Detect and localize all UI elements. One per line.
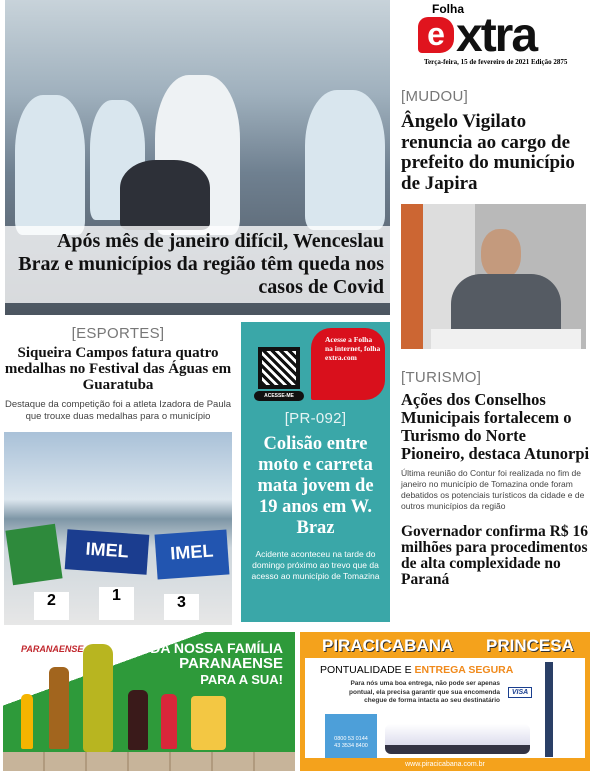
headline-governador[interactable]: Governador confirma R$ 16 milhões para procedimentos de alta complexidade no Paraná (401, 523, 588, 588)
podium-3: 3 (164, 594, 199, 620)
ad-brand-2: PRINCESA (486, 636, 574, 655)
ad-brand-1: PIRACICABANA (322, 636, 454, 655)
kicker-turismo: [TURISMO] (401, 369, 482, 386)
logo-e: e (418, 17, 454, 53)
headline-esportes[interactable]: Siqueira Campos fatura quatro medalhas no Festival das Águas em Guaratuba (4, 345, 232, 393)
summary-colisao: Acidente aconteceu na tarde do domingo próximo ao trevo que da acesso ao município de Tomazina (251, 549, 380, 581)
logo-folha: Folha (432, 2, 464, 16)
podium-1: 1 (99, 587, 134, 620)
main-headline[interactable]: Após mês de janeiro difícil, Wenceslau Braz e municípios da região têm queda nos casos de Covid (5, 226, 390, 303)
ad-url[interactable]: www.piracicabana.com.br (405, 761, 485, 768)
headline-colisao[interactable]: Colisão entre moto e carreta mata jovem de 19 anos em W. Braz (257, 434, 374, 538)
sports-column (2, 325, 234, 423)
ad-phone-2: 43 3534 8400 (334, 743, 368, 749)
podium-2: 2 (34, 592, 69, 620)
sports-photo[interactable] (4, 432, 232, 625)
logo-extra: xtra (456, 9, 537, 62)
ad-slogan-1: DA NOSSA FAMÍLIA (150, 640, 283, 656)
summary-esportes: Destaque da competição foi a atleta Izadora de Paula que trouxe duas medalhas para o município (4, 399, 232, 422)
ad-slogan-2: PARANAENSE (179, 655, 283, 672)
main-story-photo[interactable] (5, 0, 390, 315)
masthead-logo[interactable] (418, 2, 588, 68)
ad-piracicabana[interactable] (300, 632, 590, 771)
kicker-pr092: [PR-092] (284, 410, 347, 427)
headline-vigilato[interactable]: Ângelo Vigilato renuncia ao cargo de prefeito do município de Japira (401, 111, 575, 194)
website-bubble[interactable]: Acesse a Folha na internet, folha extra.com (311, 328, 385, 400)
banner-imel-1: IMEL (65, 529, 150, 575)
headline-turismo[interactable]: Ações dos Conselhos Municipais fortalecem o Turismo do Norte Pioneiro, destaca Atunorpi (401, 390, 590, 463)
kicker-esportes: [ESPORTES] (71, 325, 165, 342)
summary-turismo: Última reunião do Contur foi realizada no fim de janeiro no município de Tomazina onde foram debatidos os potenciais turísticos da cidade e de outros municípios da região (401, 468, 585, 511)
vigilato-photo[interactable] (401, 204, 586, 349)
ad-slogan-3: PARA A SUA! (200, 672, 283, 687)
qr-code[interactable] (258, 347, 300, 389)
teal-news-box (241, 322, 390, 622)
right-column (401, 88, 593, 588)
ad-card: VISA (508, 687, 532, 698)
qr-label: ACESSE-ME (254, 391, 304, 401)
ad-paranaense[interactable] (3, 632, 295, 771)
ad-tagline-2: ENTREGA SEGURA (414, 664, 514, 676)
ad-tagline-1: PONTUALIDADE E (320, 664, 412, 676)
banner-imel-2: IMEL (155, 530, 230, 580)
ad-phone-1: 0800 53 0144 (334, 736, 368, 742)
dateline: Terça-feira, 15 de fevereiro de 2021 Edição 2875 (424, 58, 568, 66)
ad-brand: PARANAENSE (21, 644, 84, 654)
ad-body: Para nós uma boa entrega, não pode ser apenas pontual, ela precisa garantir que sua encomenda chegue de forma intacta ao seu destinatário (349, 680, 500, 704)
kicker-mudou: [MUDOU] (401, 88, 469, 105)
